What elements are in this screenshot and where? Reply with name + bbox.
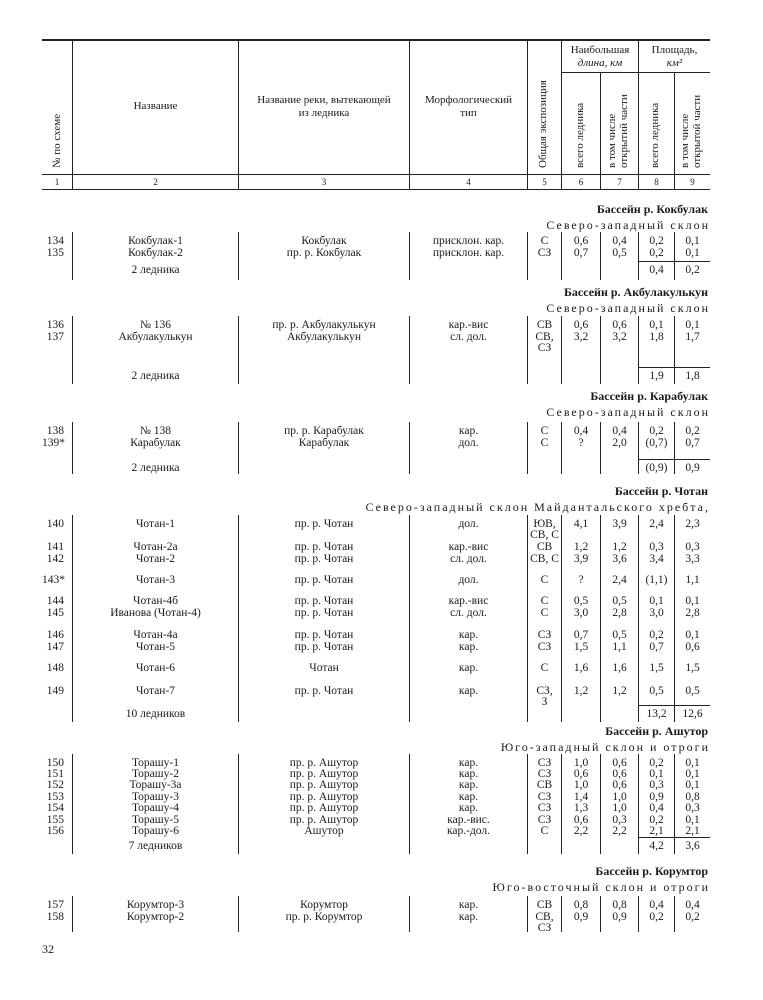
slope-title: Северо-западный склон Майдантальского хребта, <box>365 500 710 514</box>
cell-lenopen: 1,0 <box>612 802 627 814</box>
cell-type: кар. <box>458 802 479 814</box>
cell-river: пр. р. Акбулакулькун <box>272 319 376 331</box>
cell-river: Корумтор <box>300 899 348 911</box>
cell-river: пр. р. Ашутор <box>289 802 359 814</box>
cell-exp: СЗ <box>537 768 552 780</box>
cell-river: пр. р. Чотан <box>294 641 354 653</box>
cell-exp: СЗ <box>537 247 552 259</box>
cell-n: 141 <box>46 541 64 553</box>
cell-areaopen: 0,1 <box>685 595 700 607</box>
cell-exp-cont: СВ, С <box>530 529 559 541</box>
cell-type: кар. <box>458 685 479 697</box>
cell-river: пр. р. Чотан <box>294 574 354 586</box>
cell-lenopen: 0,9 <box>612 911 627 923</box>
cell-lenopen: 1,2 <box>612 541 627 553</box>
cell-name: Чотан-4б <box>133 595 178 607</box>
cell-area: 0,2 <box>649 425 664 437</box>
cell-name: Чотан-7 <box>135 685 176 697</box>
cell-exp-cont: СЗ <box>537 342 552 354</box>
total-areaopen: 12,6 <box>682 708 703 720</box>
cell-n: 149 <box>46 685 64 697</box>
cell-n: 136 <box>46 319 64 331</box>
cell-name: Чотан-3 <box>135 574 176 586</box>
col-header-type-2: тип <box>460 107 477 119</box>
col-header-length-open-1: в том числе <box>606 113 618 168</box>
col-number: 4 <box>466 177 471 187</box>
cell-exp: ЮВ, <box>533 518 556 530</box>
cell-n: 148 <box>46 662 64 674</box>
col-number: 2 <box>153 177 158 187</box>
cell-len: 1,6 <box>573 662 589 674</box>
cell-lenopen: 0,8 <box>612 899 627 911</box>
cell-type: кар. <box>458 425 479 437</box>
cell-areaopen: 3,3 <box>685 553 700 565</box>
slope-title: Северо-западный склон <box>546 301 710 315</box>
col-number: 7 <box>617 177 622 187</box>
cell-n: 142 <box>46 553 64 565</box>
cell-name: № 138 <box>139 425 172 437</box>
cell-n: 153 <box>46 791 64 803</box>
cell-type: кар. <box>458 757 479 769</box>
cell-lenopen: 0,4 <box>612 235 627 247</box>
cell-river: Карабулак <box>298 437 350 449</box>
cell-len: 0,4 <box>573 425 589 437</box>
total-area: 13,2 <box>646 708 667 720</box>
cell-lenopen: 0,4 <box>612 425 627 437</box>
col-header-river-1: Название реки, вытекающей <box>257 94 391 106</box>
cell-name: Торашу-2 <box>132 768 179 780</box>
cell-name: Карабулак <box>130 437 181 449</box>
cell-areaopen: 0,3 <box>685 541 700 553</box>
basin-title: Бассейн р. Акбулакулькун <box>564 285 708 299</box>
cell-len: 3,9 <box>573 553 589 565</box>
cell-name: Кокбулак-1 <box>128 235 183 247</box>
col-header-area-total: всего ледника <box>649 102 661 168</box>
cell-n: 151 <box>46 768 64 780</box>
cell-area: (1,1) <box>645 574 668 586</box>
cell-type: сл. дол. <box>450 607 487 619</box>
cell-lenopen: 2,0 <box>612 437 627 449</box>
cell-area: 0,3 <box>649 779 664 791</box>
cell-name: Торашу-5 <box>132 814 179 826</box>
cell-river: пр. р. Чотан <box>294 629 354 641</box>
cell-area: 0,3 <box>649 541 664 553</box>
cell-river: пр. р. Ашутор <box>289 757 359 769</box>
cell-exp: С <box>540 574 549 586</box>
col-header-exposure: Общая экспозиция <box>537 80 549 168</box>
total-label: 2 ледника <box>131 370 180 382</box>
cell-name: Чотан-1 <box>135 518 176 530</box>
total-area: 4,2 <box>649 840 664 852</box>
cell-river: пр. р. Ашутор <box>289 814 359 826</box>
cell-name: Корумтор-2 <box>126 911 185 923</box>
cell-len: 1,0 <box>573 779 589 791</box>
cell-river: пр. р. Корумтор <box>285 911 363 923</box>
cell-len: 1,5 <box>573 641 589 653</box>
cell-n: 137 <box>46 331 64 343</box>
col-number: 5 <box>542 177 547 187</box>
cell-areaopen: 0,2 <box>685 425 700 437</box>
col-header-area-1: Площадь, <box>651 44 698 56</box>
col-header-length-open-2: открытий части <box>618 94 630 168</box>
cell-area: 0,1 <box>649 319 664 331</box>
cell-lenopen: 0,5 <box>612 595 627 607</box>
table-top-rule <box>42 39 710 41</box>
cell-exp: СЗ <box>537 791 552 803</box>
cell-areaopen: 0,6 <box>685 641 700 653</box>
cell-river: пр. р. Чотан <box>294 607 354 619</box>
cell-lenopen: 3,2 <box>612 331 627 343</box>
cell-lenopen: 0,5 <box>612 629 627 641</box>
col-header-area-open-2: открытой части <box>691 94 703 168</box>
cell-len: 0,6 <box>573 768 589 780</box>
cell-type: кар.-вис <box>448 541 489 553</box>
cell-exp: СВ, <box>535 331 554 343</box>
cell-exp: С <box>540 437 549 449</box>
cell-river: пр. р. Чотан <box>294 541 354 553</box>
cell-lenopen: 2,8 <box>612 607 627 619</box>
total-rule <box>639 837 710 838</box>
cell-len: 0,7 <box>573 247 589 259</box>
cell-len: 1,3 <box>573 802 589 814</box>
cell-name: Торашу-1 <box>132 757 179 769</box>
cell-len: 2,2 <box>573 825 589 837</box>
col-header-length-2: длина, км <box>577 57 623 69</box>
cell-name: Кокбулак-2 <box>128 247 183 259</box>
cell-river: пр. р. Ашутор <box>289 791 359 803</box>
page-number: 32 <box>42 942 54 956</box>
cell-lenopen: 1,2 <box>612 685 627 697</box>
cell-name: Чотан-5 <box>135 641 176 653</box>
cell-areaopen: 0,5 <box>685 685 700 697</box>
cell-areaopen: 0,7 <box>685 437 700 449</box>
cell-n: 144 <box>46 595 64 607</box>
cell-exp: СВ, <box>535 911 554 923</box>
cell-len: 0,6 <box>573 235 589 247</box>
cell-type: кар.-вис. <box>447 814 490 826</box>
cell-lenopen: 0,6 <box>612 768 627 780</box>
cell-n: 138 <box>46 425 64 437</box>
cell-n: 152 <box>46 779 64 791</box>
basin-title: Бассейн р. Чотан <box>614 484 708 498</box>
cell-n: 139* <box>42 437 65 449</box>
col-number: 9 <box>690 177 695 187</box>
cell-area: 0,2 <box>649 247 664 259</box>
cell-areaopen: 0,1 <box>685 757 700 769</box>
header-divider <box>600 72 601 189</box>
cell-type: кар.-вис <box>448 595 489 607</box>
cell-len: 0,7 <box>573 629 589 641</box>
cell-exp: СВ <box>536 541 553 553</box>
cell-name: Чотан-2 <box>135 553 176 565</box>
cell-areaopen: 0,1 <box>685 247 700 259</box>
cell-area: 0,2 <box>649 911 664 923</box>
cell-len: 1,2 <box>573 685 589 697</box>
cell-areaopen: 0,1 <box>685 768 700 780</box>
col-header-length-1: Наибольшая <box>570 44 630 56</box>
cell-name: Чотан-6 <box>135 662 176 674</box>
basin-title: Бассейн р. Корумтор <box>595 864 708 878</box>
cell-type: кар. <box>458 791 479 803</box>
cell-area: 0,7 <box>649 641 664 653</box>
cell-type: присклон. кар. <box>432 247 505 259</box>
cell-lenopen: 0,6 <box>612 757 627 769</box>
cell-n: 143* <box>42 574 65 586</box>
cell-n: 157 <box>46 899 64 911</box>
cell-areaopen: 0,8 <box>685 791 700 803</box>
cell-river: пр. р. Ашутор <box>289 768 359 780</box>
cell-len: 3,2 <box>573 331 589 343</box>
cell-len: 0,5 <box>573 595 589 607</box>
cell-exp: СЗ <box>537 802 552 814</box>
cell-area: 1,8 <box>649 331 664 343</box>
cell-areaopen: 2,1 <box>685 825 700 837</box>
cell-lenopen: 3,9 <box>612 518 627 530</box>
header-num-rule <box>42 189 710 190</box>
total-label: 2 ледника <box>131 264 180 276</box>
cell-type: дол. <box>458 518 479 530</box>
cell-areaopen: 0,1 <box>685 235 700 247</box>
cell-n: 146 <box>46 629 64 641</box>
cell-exp: СВ <box>536 779 553 791</box>
total-label: 2 ледника <box>131 462 180 474</box>
col-number: 1 <box>54 177 60 187</box>
col-header-length-total: всего ледника <box>574 102 586 168</box>
cell-areaopen: 0,1 <box>685 814 700 826</box>
header-rule <box>42 174 710 175</box>
cell-exp: С <box>540 825 549 837</box>
cell-type: кар. <box>458 899 479 911</box>
cell-len: 0,9 <box>573 911 589 923</box>
cell-area: 0,1 <box>649 595 664 607</box>
cell-areaopen: 2,3 <box>685 518 700 530</box>
total-areaopen: 0,2 <box>685 264 700 276</box>
cell-area: 0,1 <box>649 768 664 780</box>
cell-river: пр. р. Чотан <box>294 595 354 607</box>
cell-type: кар.-вис <box>448 319 489 331</box>
total-label: 10 ледников <box>125 708 186 720</box>
cell-lenopen: 0,6 <box>612 319 627 331</box>
cell-exp-cont: СЗ <box>537 922 552 934</box>
cell-river: пр. р. Карабулак <box>284 425 364 437</box>
cell-river: пр. р. Чотан <box>294 553 354 565</box>
cell-lenopen: 2,2 <box>612 825 627 837</box>
cell-exp: СЗ <box>537 629 552 641</box>
cell-type: кар.-дол. <box>446 825 491 837</box>
total-areaopen: 0,9 <box>685 462 700 474</box>
cell-area: 1,5 <box>649 662 664 674</box>
cell-type: кар. <box>458 641 479 653</box>
cell-exp: СЗ <box>537 641 552 653</box>
cell-len: 0,6 <box>573 319 589 331</box>
cell-areaopen: 0,3 <box>685 802 700 814</box>
cell-area: 3,4 <box>649 553 664 565</box>
cell-len: 0,6 <box>573 814 589 826</box>
col-header-type-1: Морфологический <box>424 94 513 106</box>
cell-n: 154 <box>46 802 64 814</box>
cell-n: 135 <box>46 247 64 259</box>
cell-lenopen: 1,0 <box>612 791 627 803</box>
cell-name: Торашу-3 <box>132 791 179 803</box>
total-rule <box>639 261 710 262</box>
cell-areaopen: 0,4 <box>685 899 700 911</box>
cell-exp: СВ <box>536 899 553 911</box>
col-header-area-open-1: в том числе <box>679 113 691 168</box>
col-number: 3 <box>321 177 327 187</box>
cell-name: Иванова (Чотан-4) <box>110 607 201 619</box>
cell-type: сл. дол. <box>450 553 487 565</box>
cell-area: 0,2 <box>649 814 664 826</box>
cell-n: 158 <box>46 911 64 923</box>
cell-len: 1,4 <box>573 791 589 803</box>
col-header-number: № по схеме <box>51 113 63 168</box>
cell-area: 2,4 <box>649 518 664 530</box>
cell-area: (0,7) <box>645 437 668 449</box>
cell-areaopen: 1,5 <box>685 662 700 674</box>
cell-len: ? <box>578 437 584 449</box>
cell-len: 1,0 <box>573 757 589 769</box>
cell-type: дол. <box>458 574 479 586</box>
col-header-name: Название <box>133 100 178 112</box>
slope-title: Северо-западный склон <box>546 218 710 232</box>
cell-river: Кокбулак <box>301 235 347 247</box>
col-number: 8 <box>654 177 659 187</box>
cell-areaopen: 1,1 <box>685 574 700 586</box>
total-rule <box>639 705 710 706</box>
cell-area: 0,5 <box>649 685 664 697</box>
cell-name: Чотан-4а <box>133 629 178 641</box>
cell-exp: СВ <box>536 319 553 331</box>
cell-len: ? <box>578 574 584 586</box>
col-header-area-2: км² <box>666 57 683 69</box>
total-areaopen: 3,6 <box>685 840 700 852</box>
cell-areaopen: 1,7 <box>685 331 700 343</box>
header-group-rule <box>561 72 710 73</box>
cell-exp: С <box>540 425 549 437</box>
col-header-river-2: из ледника <box>298 107 350 119</box>
cell-lenopen: 0,3 <box>612 814 627 826</box>
cell-river: пр. р. Ашутор <box>289 779 359 791</box>
cell-exp: С <box>540 607 549 619</box>
cell-exp: С <box>540 235 549 247</box>
cell-name: Торашу-4 <box>132 802 179 814</box>
cell-name: Акбулакулькун <box>118 331 193 343</box>
cell-areaopen: 0,2 <box>685 911 700 923</box>
cell-area: 0,4 <box>649 802 664 814</box>
cell-type: дол. <box>458 437 479 449</box>
total-area: 1,9 <box>649 370 664 382</box>
basin-title: Бассейн р. Карабулак <box>590 389 708 403</box>
cell-lenopen: 0,5 <box>612 247 627 259</box>
cell-type: кар. <box>458 911 479 923</box>
cell-n: 150 <box>46 757 64 769</box>
cell-lenopen: 1,1 <box>612 641 627 653</box>
cell-type: кар. <box>458 662 479 674</box>
cell-exp: С <box>540 662 549 674</box>
total-label: 7 ледников <box>128 840 183 852</box>
cell-name: Чотан-2а <box>133 541 178 553</box>
cell-areaopen: 0,1 <box>685 779 700 791</box>
slope-title: Северо-западный склон <box>546 405 710 419</box>
cell-lenopen: 3,6 <box>612 553 627 565</box>
cell-area: 0,2 <box>649 235 664 247</box>
cell-river: Ашутор <box>304 825 344 837</box>
cell-area: 2,1 <box>649 825 664 837</box>
cell-exp: СВ, С <box>530 553 559 565</box>
cell-area: 0,2 <box>649 629 664 641</box>
cell-len: 1,2 <box>573 541 589 553</box>
cell-area: 0,2 <box>649 757 664 769</box>
header-divider <box>527 40 528 189</box>
cell-name: № 136 <box>139 319 172 331</box>
cell-exp: С <box>540 595 549 607</box>
cell-len: 0,8 <box>573 899 589 911</box>
cell-type: сл. дол. <box>450 331 487 343</box>
cell-n: 155 <box>46 814 64 826</box>
cell-len: 4,1 <box>573 518 589 530</box>
total-rule <box>639 367 710 368</box>
cell-river: Акбулакулькун <box>286 331 362 343</box>
slope-title: Юго-западный склон и отроги <box>500 740 710 754</box>
cell-area: 3,0 <box>649 607 664 619</box>
cell-lenopen: 0,6 <box>612 779 627 791</box>
cell-area: 0,9 <box>649 791 664 803</box>
cell-n: 145 <box>46 607 64 619</box>
cell-n: 147 <box>46 641 64 653</box>
cell-areaopen: 0,1 <box>685 629 700 641</box>
cell-lenopen: 2,4 <box>612 574 627 586</box>
header-divider <box>72 40 73 189</box>
cell-exp: СЗ, <box>536 685 553 697</box>
total-areaopen: 1,8 <box>685 370 700 382</box>
slope-title: Юго-восточный склон и отроги <box>492 880 710 894</box>
total-area: (0,9) <box>645 462 668 474</box>
cell-type: присклон. кар. <box>432 235 505 247</box>
cell-river: Чотан <box>309 662 339 674</box>
header-divider <box>674 72 675 189</box>
cell-n: 156 <box>46 825 64 837</box>
cell-exp: СЗ <box>537 757 552 769</box>
cell-lenopen: 1,6 <box>612 662 627 674</box>
cell-river: пр. р. Чотан <box>294 518 354 530</box>
basin-title: Бассейн р. Кокбулак <box>596 202 708 216</box>
cell-exp-cont: З <box>541 696 548 708</box>
total-rule <box>639 459 710 460</box>
cell-name: Торашу-3а <box>129 779 182 791</box>
col-number: 6 <box>578 177 584 187</box>
cell-area: 0,4 <box>649 899 664 911</box>
cell-areaopen: 0,1 <box>685 319 700 331</box>
cell-n: 134 <box>46 235 64 247</box>
cell-type: кар. <box>458 629 479 641</box>
cell-type: кар. <box>458 768 479 780</box>
cell-n: 140 <box>46 518 64 530</box>
cell-len: 3,0 <box>573 607 589 619</box>
cell-type: кар. <box>458 779 479 791</box>
basin-title: Бассейн р. Ашутор <box>605 724 708 738</box>
cell-areaopen: 2,8 <box>685 607 700 619</box>
total-area: 0,4 <box>649 264 664 276</box>
cell-exp: СЗ <box>537 814 552 826</box>
cell-name: Корумтор-3 <box>126 899 185 911</box>
cell-name: Торашу-6 <box>132 825 179 837</box>
cell-river: пр. р. Кокбулак <box>286 247 362 259</box>
cell-river: пр. р. Чотан <box>294 685 354 697</box>
